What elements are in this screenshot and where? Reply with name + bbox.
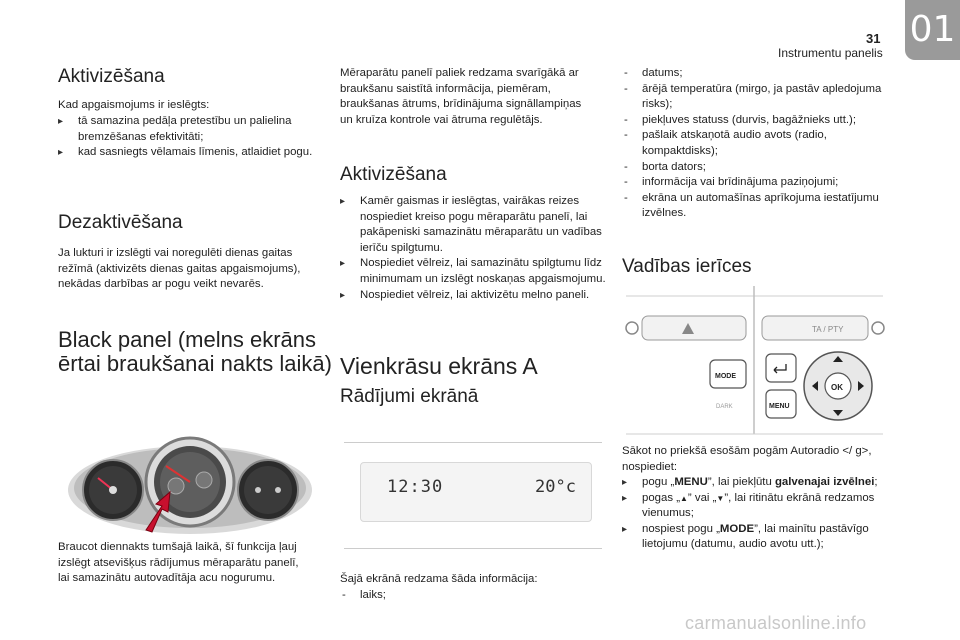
main-menu-text: galvenajai izvēlnei [774,476,875,488]
deactivation-text: Ja lukturi ir izslēgti vai noregulēti dienas gaitas režīmā (aktivizēts dienas gaitas apgaismojums), nekādas darbības ar pogu veikt nevarēs. [58,247,301,291]
text-fragment: pogas „ [642,491,680,504]
text-fragment: ”, lai mainītu pastāvīgo lietojumu (datumu, audio avotu utt.); [642,522,869,551]
section-label: Instrumentu panelis [778,46,883,60]
list-item [622,522,887,553]
display-time: 12:30 [387,477,444,497]
list-item: - borta dators; [622,160,887,176]
list-item [622,491,887,522]
black-panel-heading [58,328,338,376]
display-temperature: 20°c [535,477,576,497]
list-item: - pašlaik atskaņotā audio avots (radio, kompaktdisks); [622,128,887,159]
controls-heading: Vadības ierīces [622,256,752,277]
black-panel-heading-line1: Black panel (melns ekrāns [58,327,317,352]
list-item [622,475,887,491]
list-item: - ekrāna un automašīnas aprīkojuma iestatījumu izvēlnes. [622,191,887,222]
activation-heading: Aktivizēšana [58,66,165,87]
menu-label: MENU [769,403,790,410]
up-arrow-icon: ▲ [680,493,688,503]
controls-steps [622,475,887,553]
readings-heading: Rādījumi ekrānā [340,386,479,407]
activation-heading-2: Aktivizēšana [340,164,447,185]
info-list-start [340,588,606,604]
instrument-cluster-illustration [58,430,323,535]
list-item: ▸ Nospiediet vēlreiz, lai aktivizētu melno paneli. [340,288,606,304]
list-item: ▸ tā samazina pedāļa pretestību un palielina bremzēšanas efektivitāti; [58,114,323,145]
divider [344,548,602,549]
list-item: ▸ Kamēr gaismas ir ieslēgtas, vairākas reizes nospiediet kreiso pogu mēraparātu panelī, lai pakāpeniski samazinātu mēraparātu un vadības ierīču spilgtumu. [340,194,606,256]
activation-list [58,114,323,161]
page-number: 31 [866,31,881,46]
list-item: - piekļuves statuss (durvis, bagāžnieks utt.); [622,113,887,129]
text-fragment: ”, lai piekļūtu [707,476,775,488]
mode-key-text: MODE [719,522,755,535]
text-fragment: pogu „ [642,476,675,488]
ta-pty-label: TA / PTY [812,325,844,334]
info-intro: Šajā ekrānā redzama šāda informācija: [340,573,538,585]
intro-text: Mēraparātu panelī paliek redzama svarīgākā ar braukšanu saistītā informācija, piemēram, braukšanas ātrums, brīdinājuma signāllampiņas un kruīza kontrole vai ātruma regulētājs. [340,67,582,126]
black-panel-heading-line2: ērtai braukšanai nakts laikā) [58,350,332,376]
down-arrow-icon: ▼ [716,493,725,503]
list-item: ▸ kad sasniegts vēlamais līmenis, atlaidiet pogu. [58,145,323,161]
list-item: - laiks; [340,588,606,604]
divider [344,442,602,443]
watermark: carmanualsonline.info [685,613,867,633]
list-item: - informācija vai brīdinājuma paziņojumi; [622,175,887,191]
chapter-tab: 01 [905,0,960,60]
ok-label: OK [831,383,843,392]
deactivation-heading: Dezaktivēšana [58,212,183,233]
text-fragment: ; [874,476,878,488]
activation-steps [340,194,606,303]
screen-heading: Vienkrāsu ekrāns A [340,353,538,379]
menu-key-text: MENU [674,476,708,488]
list-item: - datums; [622,66,887,82]
controls-intro: Sākot no priekšā esošām pogām Autoradio </ g>, nospiediet: [622,445,872,473]
audio-controls-illustration [622,284,887,439]
text-fragment: nospiest pogu „ [642,522,720,535]
list-item: ▸ Nospiediet vēlreiz, lai samazinātu spilgtumu līdz minimumam un izslēgt noskaņas apgaismojumu. [340,256,606,287]
display-screen [360,462,592,522]
text-fragment: ”, lai ritinātu ekrānā redzamos vienumus; [642,491,875,520]
activation-intro: Kad apgaismojums ir ieslēgts: [58,99,210,111]
text-fragment: ” vai „ [687,491,717,504]
black-panel-text: Braucot diennakts tumšajā laikā, šī funkcija ļauj izslēgt atsevišķus rādījumus mēraparātu panelī, lai samazinātu autovadītāja acu nogurumu. [58,541,299,585]
info-list-continued [622,66,887,222]
dark-label: DARK [716,404,733,410]
list-item: - ārējā temperatūra (mirgo, ja pastāv apledojuma risks); [622,82,887,113]
monochrome-display-illustration [340,438,606,554]
mode-label: MODE [715,373,736,380]
